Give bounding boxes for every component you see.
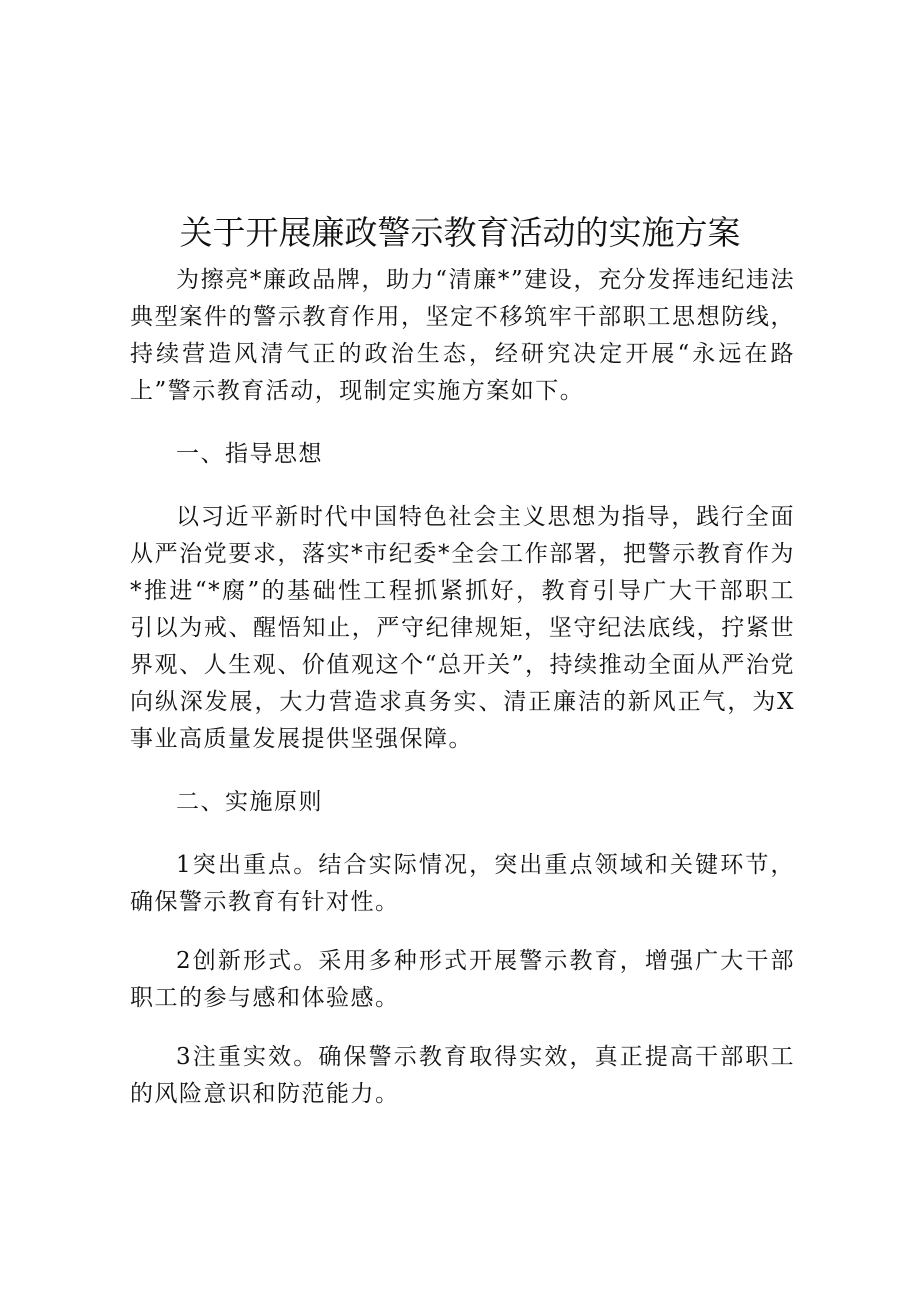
principle-item-innovation: 2创新形式。采用多种形式开展警示教育，增强广大干部职工的参与感和体验感。	[130, 948, 795, 1011]
guiding-thought-paragraph: 以习近平新时代中国特色社会主义思想为指导，践行全面从严治党要求，落实*市纪委*全会工作部署，把警示教育作为*推进“*腐”的基础性工程抓紧抓好，教育引导广大干部职工引以为戒、醒悟知止，严守纪律规矩，坚守纪法底线，拧紧世界观、人生观、价值观这个“总开关”，持续推动全面从严治党向纵深发展，大力营造求真务实、清正廉洁的新风正气，为X事业高质量发展提供坚强保障。	[130, 504, 795, 752]
intro-paragraph: 为擦亮*廉政品牌，助力“清廉*”建设，充分发挥违纪违法典型案件的警示教育作用，坚定不移筑牢干部职工思想防线，持续营造风清气正的政治生态，经研究决定开展“永远在路上”警示教育活动，现制定实施方案如下。	[130, 267, 795, 404]
principle-item-effectiveness: 3注重实效。确保警示教育取得实效，真正提高干部职工的风险意识和防范能力。	[130, 1044, 795, 1107]
section-heading-principles: 二、实施原则	[176, 789, 323, 815]
document-title: 关于开展廉政警示教育活动的实施方案	[179, 213, 741, 252]
section-heading-guiding-thought: 一、指导思想	[176, 441, 323, 467]
document-body	[130, 262, 795, 1135]
principle-item-focus: 1突出重点。结合实际情况，突出重点领域和关键环节，确保警示教育有针对性。	[130, 852, 795, 915]
